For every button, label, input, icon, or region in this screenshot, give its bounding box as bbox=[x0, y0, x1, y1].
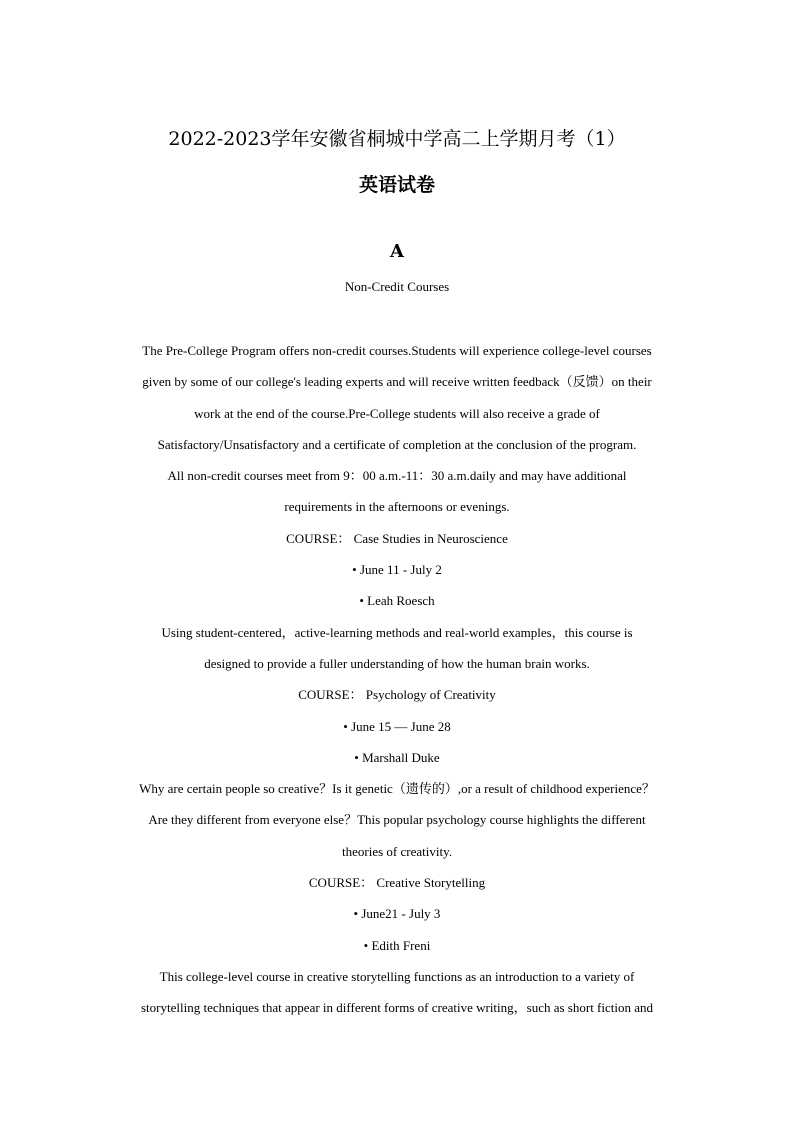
exam-title: 2022-2023学年安徽省桐城中学高二上学期月考（1） bbox=[168, 128, 626, 150]
text-line: All non-credit courses meet from 9：00 a.m.-11：30 a.m.daily and may have additional bbox=[167, 468, 627, 484]
course-dates: • June 15 — June 28 bbox=[343, 718, 451, 734]
text-line: requirements in the afternoons or evenings. bbox=[284, 499, 510, 515]
course-title: COURSE： Creative Storytelling bbox=[308, 875, 486, 891]
text-line: theories of creativity. bbox=[342, 843, 452, 859]
text-line: Are they different from everyone else？This popular psychology course highlights the different bbox=[148, 812, 646, 828]
course-title: COURSE： Case Studies in Neuroscience bbox=[286, 530, 508, 546]
text-line: work at the end of the course.Pre-College students will also receive a grade of bbox=[194, 405, 600, 421]
course-title: COURSE： Psychology of Creativity bbox=[298, 687, 496, 703]
course-instructor: • Marshall Duke bbox=[354, 749, 440, 765]
text-line: Satisfactory/Unsatisfactory and a certificate of completion at the conclusion of the program. bbox=[157, 436, 637, 452]
passage-heading: Non-Credit Courses bbox=[344, 279, 450, 294]
text-line: given by some of our college's leading experts and will receive written feedback（反馈）on their bbox=[142, 374, 652, 390]
text-line: This college-level course in creative storytelling functions as an introduction to a variety of bbox=[159, 968, 635, 984]
text-line: Using student-centered，active-learning methods and real-world examples，this course is bbox=[161, 624, 633, 640]
text-line: designed to provide a fuller understanding of how the human brain works. bbox=[204, 655, 590, 671]
course-instructor: • Edith Freni bbox=[363, 937, 431, 953]
course-dates: • June21 - July 3 bbox=[353, 906, 441, 922]
text-line: The Pre-College Program offers non-credit courses.Students will experience college-level courses bbox=[142, 343, 652, 358]
course-dates: • June 11 - July 2 bbox=[352, 562, 442, 578]
passage-body bbox=[100, 340, 694, 1029]
exam-subtitle: 英语试卷 bbox=[358, 174, 435, 196]
section-letter: A bbox=[390, 241, 404, 262]
text-line: Why are certain people so creative？Is it genetic（遗传的）,or a result of childhood experience？ bbox=[139, 781, 655, 797]
course-instructor: • Leah Roesch bbox=[359, 593, 435, 609]
text-line: storytelling techniques that appear in different forms of creative writing，such as short fiction and bbox=[140, 1000, 654, 1016]
